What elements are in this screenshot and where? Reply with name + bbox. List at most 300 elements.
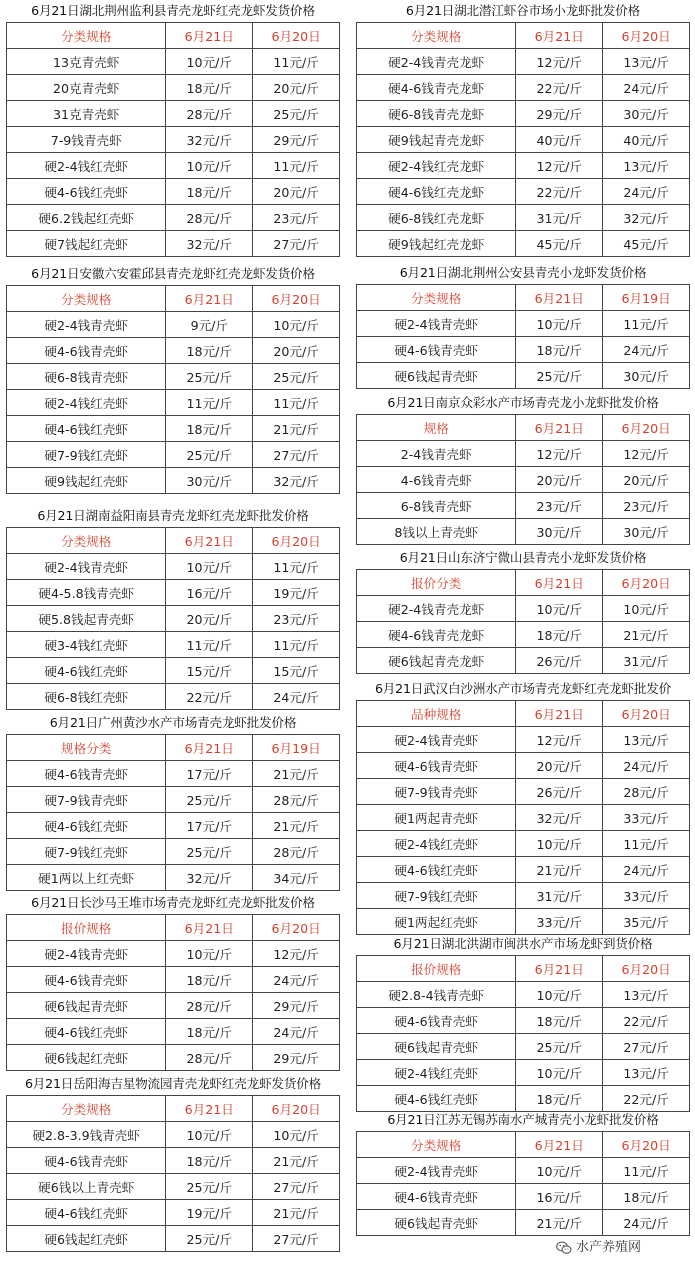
price-cell: 28元/斤: [166, 205, 253, 231]
price-cell: 22元/斤: [603, 1008, 690, 1034]
table-row: [7, 1148, 340, 1174]
header-cell: 6月21日: [516, 285, 603, 311]
price-table: [356, 284, 690, 389]
price-table: [6, 527, 340, 710]
price-table: [6, 1095, 340, 1252]
header-cell: 6月19日: [253, 735, 340, 761]
spec-cell: 硬4-6钱青壳虾: [357, 753, 516, 779]
table-row: [7, 993, 340, 1019]
price-cell: 34元/斤: [253, 865, 340, 891]
price-table-block: [6, 1073, 340, 1252]
spec-cell: 硬2-4钱青壳虾: [357, 1158, 516, 1184]
table-row: [7, 127, 340, 153]
price-cell: 11元/斤: [253, 49, 340, 75]
spec-cell: 硬6钱起青壳虾: [357, 363, 516, 389]
spec-cell: 硬5.8钱起青壳虾: [7, 606, 166, 632]
spec-cell: 硬2.8-3.9钱青壳虾: [7, 1122, 166, 1148]
price-cell: 25元/斤: [166, 1174, 253, 1200]
table-row: [357, 1184, 690, 1210]
price-cell: 11元/斤: [603, 1158, 690, 1184]
header-cell: 6月21日: [516, 701, 603, 727]
price-cell: 12元/斤: [516, 441, 603, 467]
table-header-row: [357, 415, 690, 441]
table-row: [357, 1034, 690, 1060]
table-row: [357, 179, 690, 205]
table-row: [7, 312, 340, 338]
price-cell: 15元/斤: [166, 658, 253, 684]
spec-cell: 硬1两起青壳虾: [357, 805, 516, 831]
header-cell: 6月20日: [253, 1096, 340, 1122]
header-cell: 6月21日: [516, 415, 603, 441]
spec-cell: 硬6钱起青壳虾: [7, 993, 166, 1019]
price-cell: 32元/斤: [166, 231, 253, 257]
spec-cell: 31克青壳虾: [7, 101, 166, 127]
spec-cell: 6-8钱青壳虾: [357, 493, 516, 519]
spec-cell: 硬6-8钱青壳虾: [7, 364, 166, 390]
header-cell: 6月21日: [516, 570, 603, 596]
price-cell: 15元/斤: [253, 658, 340, 684]
spec-cell: 硬6-8钱青壳龙虾: [357, 101, 516, 127]
header-cell: 6月20日: [603, 23, 690, 49]
price-table: [356, 569, 690, 674]
price-cell: 30元/斤: [516, 519, 603, 545]
spec-cell: 硬2-4钱红壳虾: [7, 153, 166, 179]
price-cell: 25元/斤: [166, 839, 253, 865]
spec-cell: 硬9钱起红壳虾: [7, 468, 166, 494]
price-cell: 10元/斤: [166, 153, 253, 179]
price-cell: 18元/斤: [516, 622, 603, 648]
spec-cell: 硬2-4钱红壳龙虾: [357, 153, 516, 179]
price-cell: 13元/斤: [603, 49, 690, 75]
spec-cell: 硬4-6钱红壳虾: [7, 416, 166, 442]
table-header-row: [357, 23, 690, 49]
spec-cell: 硬6-8钱红壳虾: [7, 684, 166, 710]
table-row: [7, 1122, 340, 1148]
table-row: [7, 658, 340, 684]
table-row: [7, 632, 340, 658]
price-cell: 20元/斤: [253, 75, 340, 101]
header-cell: 6月21日: [166, 23, 253, 49]
price-table: [6, 22, 340, 257]
spec-cell: 硬2-4钱青壳虾: [357, 727, 516, 753]
price-cell: 17元/斤: [166, 813, 253, 839]
price-cell: 10元/斤: [253, 312, 340, 338]
spec-cell: 硬4-6钱青壳龙虾: [357, 75, 516, 101]
price-cell: 12元/斤: [603, 441, 690, 467]
spec-cell: 硬4-6钱青壳虾: [357, 1184, 516, 1210]
price-cell: 21元/斤: [253, 416, 340, 442]
price-cell: 21元/斤: [253, 761, 340, 787]
spec-cell: 硬2-4钱青壳龙虾: [357, 596, 516, 622]
table-row: [357, 311, 690, 337]
price-cell: 19元/斤: [253, 580, 340, 606]
table-row: [357, 519, 690, 545]
price-cell: 32元/斤: [166, 865, 253, 891]
price-cell: 22元/斤: [516, 179, 603, 205]
table-row: [357, 153, 690, 179]
price-cell: 25元/斤: [253, 101, 340, 127]
spec-cell: 硬6.2钱起红壳虾: [7, 205, 166, 231]
price-cell: 25元/斤: [166, 1226, 253, 1252]
spec-cell: 8钱以上青壳虾: [357, 519, 516, 545]
table-row: [357, 101, 690, 127]
price-cell: 21元/斤: [603, 622, 690, 648]
header-cell: 6月21日: [516, 956, 603, 982]
price-cell: 9元/斤: [166, 312, 253, 338]
table-row: [7, 416, 340, 442]
price-table-block: [6, 0, 340, 257]
header-cell: 报价分类: [357, 570, 516, 596]
table-row: [7, 205, 340, 231]
header-cell: 6月21日: [516, 1132, 603, 1158]
table-row: [7, 606, 340, 632]
price-cell: 18元/斤: [166, 416, 253, 442]
price-cell: 26元/斤: [516, 648, 603, 674]
price-cell: 25元/斤: [166, 442, 253, 468]
table-title: 6月21日武汉白沙洲水产市场青壳龙虾红壳龙虾批发价: [374, 681, 672, 696]
header-cell: 分类规格: [7, 1096, 166, 1122]
price-cell: 33元/斤: [516, 909, 603, 935]
price-cell: 45元/斤: [516, 231, 603, 257]
table-row: [357, 727, 690, 753]
table-title: 6月21日长沙马王堆市场青壳龙虾红壳龙虾批发价格: [31, 895, 315, 910]
header-cell: 6月20日: [253, 23, 340, 49]
table-header-row: [7, 735, 340, 761]
table-row: [357, 493, 690, 519]
table-row: [7, 468, 340, 494]
price-cell: 20元/斤: [516, 467, 603, 493]
header-cell: 6月20日: [603, 701, 690, 727]
price-cell: 31元/斤: [603, 648, 690, 674]
price-cell: 21元/斤: [253, 1148, 340, 1174]
spec-cell: 硬9钱起红壳龙虾: [357, 231, 516, 257]
price-cell: 10元/斤: [516, 1158, 603, 1184]
table-row: [357, 127, 690, 153]
price-table-block: [6, 892, 340, 1071]
table-row: [357, 1086, 690, 1112]
price-cell: 18元/斤: [166, 179, 253, 205]
spec-cell: 硬6-8钱红壳龙虾: [357, 205, 516, 231]
price-cell: 18元/斤: [603, 1184, 690, 1210]
spec-cell: 硬2.8-4钱青壳虾: [357, 982, 516, 1008]
spec-cell: 13克青壳虾: [7, 49, 166, 75]
price-cell: 11元/斤: [253, 390, 340, 416]
table-row: [357, 363, 690, 389]
table-row: [357, 1060, 690, 1086]
spec-cell: 硬7-9钱红壳虾: [357, 883, 516, 909]
price-cell: 10元/斤: [516, 982, 603, 1008]
table-title: 6月21日湖北洪湖市闽洪水产市场龙虾到货价格: [393, 936, 653, 951]
table-row: [7, 941, 340, 967]
price-cell: 24元/斤: [603, 75, 690, 101]
header-cell: 分类规格: [357, 1132, 516, 1158]
price-cell: 31元/斤: [516, 205, 603, 231]
table-row: [7, 967, 340, 993]
header-cell: 6月21日: [166, 735, 253, 761]
spec-cell: 硬2-4钱青壳虾: [357, 311, 516, 337]
price-cell: 33元/斤: [603, 805, 690, 831]
table-title: 6月21日湖北荆州公安县青壳小龙虾发货价格: [399, 265, 647, 280]
spec-cell: 硬3-4钱红壳虾: [7, 632, 166, 658]
table-row: [357, 1158, 690, 1184]
table-row: [357, 805, 690, 831]
price-cell: 12元/斤: [516, 727, 603, 753]
table-row: [357, 857, 690, 883]
price-table: [356, 700, 690, 935]
price-cell: 22元/斤: [166, 684, 253, 710]
table-header-row: [357, 285, 690, 311]
header-cell: 分类规格: [7, 23, 166, 49]
price-table-block: [6, 712, 340, 891]
table-title: 6月21日江苏无锡苏南水产城青壳小龙虾批发价格: [387, 1112, 659, 1127]
table-title: 6月21日山东济宁微山县青壳小龙虾发货价格: [399, 550, 647, 565]
price-cell: 11元/斤: [166, 632, 253, 658]
header-cell: 分类规格: [357, 23, 516, 49]
price-cell: 10元/斤: [516, 831, 603, 857]
price-cell: 24元/斤: [253, 967, 340, 993]
price-cell: 28元/斤: [166, 101, 253, 127]
spec-cell: 20克青壳虾: [7, 75, 166, 101]
price-cell: 17元/斤: [166, 761, 253, 787]
header-cell: 规格: [357, 415, 516, 441]
price-cell: 32元/斤: [516, 805, 603, 831]
price-cell: 18元/斤: [516, 1086, 603, 1112]
table-row: [357, 49, 690, 75]
table-row: [357, 205, 690, 231]
price-cell: 28元/斤: [603, 779, 690, 805]
price-cell: 24元/斤: [603, 337, 690, 363]
price-cell: 20元/斤: [516, 753, 603, 779]
price-cell: 24元/斤: [603, 753, 690, 779]
table-row: [7, 865, 340, 891]
header-cell: 6月20日: [603, 1132, 690, 1158]
header-cell: 6月21日: [166, 528, 253, 554]
spec-cell: 硬4-6钱红壳虾: [357, 1086, 516, 1112]
spec-cell: 7-9钱青壳虾: [7, 127, 166, 153]
price-table-block: [6, 263, 340, 494]
header-cell: 报价规格: [7, 915, 166, 941]
table-title: 6月21日安徽六安霍邱县青壳龙虾红壳龙虾发货价格: [31, 266, 315, 281]
table-row: [357, 982, 690, 1008]
price-cell: 28元/斤: [253, 839, 340, 865]
spec-cell: 硬2-4钱青壳虾: [7, 941, 166, 967]
price-cell: 45元/斤: [603, 231, 690, 257]
spec-cell: 硬6钱起青壳龙虾: [357, 648, 516, 674]
price-cell: 23元/斤: [253, 205, 340, 231]
table-row: [357, 1008, 690, 1034]
price-cell: 21元/斤: [253, 1200, 340, 1226]
header-cell: 6月20日: [253, 286, 340, 312]
price-cell: 19元/斤: [166, 1200, 253, 1226]
table-row: [357, 909, 690, 935]
price-cell: 10元/斤: [166, 941, 253, 967]
price-table: [356, 414, 690, 545]
table-row: [7, 179, 340, 205]
watermark: [556, 1236, 641, 1255]
header-cell: 分类规格: [7, 286, 166, 312]
spec-cell: 硬4-6钱青壳虾: [7, 338, 166, 364]
price-cell: 24元/斤: [603, 179, 690, 205]
header-cell: 规格分类: [7, 735, 166, 761]
price-cell: 25元/斤: [516, 363, 603, 389]
price-cell: 29元/斤: [253, 1045, 340, 1071]
spec-cell: 4-6钱青壳虾: [357, 467, 516, 493]
price-cell: 27元/斤: [253, 1174, 340, 1200]
price-cell: 28元/斤: [253, 787, 340, 813]
table-row: [7, 75, 340, 101]
price-cell: 24元/斤: [603, 857, 690, 883]
price-cell: 18元/斤: [516, 1008, 603, 1034]
price-cell: 23元/斤: [516, 493, 603, 519]
header-cell: 分类规格: [357, 285, 516, 311]
table-header-row: [357, 956, 690, 982]
table-header-row: [7, 23, 340, 49]
price-cell: 21元/斤: [516, 857, 603, 883]
table-row: [7, 554, 340, 580]
price-cell: 18元/斤: [166, 1148, 253, 1174]
price-cell: 24元/斤: [253, 1019, 340, 1045]
spec-cell: 硬9钱起青壳龙虾: [357, 127, 516, 153]
price-table-block: [356, 392, 690, 545]
spec-cell: 硬4-6钱红壳虾: [7, 1019, 166, 1045]
spec-cell: 硬2-4钱红壳虾: [357, 831, 516, 857]
table-row: [7, 580, 340, 606]
price-cell: 10元/斤: [516, 596, 603, 622]
price-table-block: [356, 262, 690, 389]
table-row: [7, 49, 340, 75]
price-cell: 40元/斤: [516, 127, 603, 153]
price-cell: 16元/斤: [516, 1184, 603, 1210]
header-cell: 6月21日: [166, 915, 253, 941]
header-cell: 6月20日: [603, 956, 690, 982]
price-cell: 20元/斤: [166, 606, 253, 632]
price-cell: 32元/斤: [166, 127, 253, 153]
table-header-row: [7, 915, 340, 941]
spec-cell: 硬6钱起红壳虾: [7, 1226, 166, 1252]
table-row: [7, 839, 340, 865]
price-table: [356, 955, 690, 1112]
price-cell: 10元/斤: [516, 311, 603, 337]
price-cell: 28元/斤: [166, 1045, 253, 1071]
table-row: [7, 101, 340, 127]
price-cell: 20元/斤: [253, 338, 340, 364]
price-cell: 13元/斤: [603, 153, 690, 179]
table-row: [7, 813, 340, 839]
spec-cell: 硬2-4钱青壳虾: [7, 312, 166, 338]
price-cell: 20元/斤: [603, 467, 690, 493]
price-cell: 11元/斤: [253, 153, 340, 179]
price-cell: 18元/斤: [516, 337, 603, 363]
header-cell: 6月20日: [253, 915, 340, 941]
spec-cell: 硬7钱起红壳虾: [7, 231, 166, 257]
table-title: 6月21日南京众彩水产市场青壳龙小龙虾批发价格: [387, 395, 659, 410]
price-cell: 29元/斤: [253, 127, 340, 153]
price-cell: 11元/斤: [253, 554, 340, 580]
spec-cell: 2-4钱青壳虾: [357, 441, 516, 467]
price-cell: 25元/斤: [166, 787, 253, 813]
price-cell: 10元/斤: [166, 1122, 253, 1148]
table-row: [7, 1200, 340, 1226]
price-cell: 18元/斤: [166, 967, 253, 993]
spec-cell: 硬2-4钱红壳虾: [7, 390, 166, 416]
table-title: 6月21日湖北荆州监利县青壳龙虾红壳龙虾发货价格: [31, 3, 315, 18]
price-cell: 29元/斤: [516, 101, 603, 127]
price-cell: 24元/斤: [253, 684, 340, 710]
spec-cell: 硬6钱起青壳虾: [357, 1034, 516, 1060]
table-row: [357, 337, 690, 363]
price-cell: 22元/斤: [516, 75, 603, 101]
watermark-text: 水产养殖网: [576, 1240, 642, 1255]
price-table: [6, 285, 340, 494]
price-cell: 21元/斤: [516, 1210, 603, 1236]
spec-cell: 硬4-6钱红壳虾: [7, 813, 166, 839]
header-cell: 品种规格: [357, 701, 516, 727]
price-cell: 11元/斤: [166, 390, 253, 416]
price-cell: 26元/斤: [516, 779, 603, 805]
table-title: 6月21日岳阳海吉星物流园青壳龙虾红壳龙虾发货价格: [24, 1076, 322, 1091]
price-cell: 23元/斤: [253, 606, 340, 632]
table-row: [357, 75, 690, 101]
table-row: [357, 441, 690, 467]
table-row: [7, 761, 340, 787]
price-table-block: [6, 505, 340, 710]
table-row: [7, 390, 340, 416]
table-header-row: [7, 286, 340, 312]
price-cell: 10元/斤: [253, 1122, 340, 1148]
table-header-row: [7, 1096, 340, 1122]
header-cell: 6月20日: [603, 415, 690, 441]
spec-cell: 硬4-6钱青壳龙虾: [357, 622, 516, 648]
spec-cell: 硬4-6钱红壳虾: [7, 179, 166, 205]
header-cell: 分类规格: [7, 528, 166, 554]
table-row: [7, 1045, 340, 1071]
table-row: [7, 1226, 340, 1252]
spec-cell: 硬2-4钱红壳虾: [357, 1060, 516, 1086]
price-cell: 25元/斤: [166, 364, 253, 390]
table-row: [7, 231, 340, 257]
table-header-row: [357, 570, 690, 596]
table-row: [357, 831, 690, 857]
price-cell: 24元/斤: [603, 1210, 690, 1236]
price-cell: 10元/斤: [166, 554, 253, 580]
spec-cell: 硬4-6钱青壳虾: [7, 761, 166, 787]
price-cell: 23元/斤: [603, 493, 690, 519]
header-cell: 6月21日: [166, 1096, 253, 1122]
table-row: [357, 622, 690, 648]
price-cell: 29元/斤: [253, 993, 340, 1019]
spec-cell: 硬1两起红壳虾: [357, 909, 516, 935]
table-row: [7, 364, 340, 390]
table-row: [7, 684, 340, 710]
price-cell: 12元/斤: [516, 49, 603, 75]
spec-cell: 硬7-9钱青壳虾: [7, 787, 166, 813]
price-cell: 10元/斤: [516, 1060, 603, 1086]
price-table: [356, 22, 690, 257]
price-cell: 40元/斤: [603, 127, 690, 153]
price-cell: 18元/斤: [166, 75, 253, 101]
spec-cell: 硬7-9钱红壳虾: [7, 442, 166, 468]
table-row: [357, 779, 690, 805]
spec-cell: 硬2-4钱青壳龙虾: [357, 49, 516, 75]
price-cell: 18元/斤: [166, 1019, 253, 1045]
table-row: [7, 1174, 340, 1200]
table-header-row: [357, 1132, 690, 1158]
price-cell: 27元/斤: [253, 231, 340, 257]
price-cell: 27元/斤: [253, 1226, 340, 1252]
spec-cell: 硬7-9钱青壳虾: [357, 779, 516, 805]
price-cell: 33元/斤: [603, 883, 690, 909]
table-row: [357, 883, 690, 909]
